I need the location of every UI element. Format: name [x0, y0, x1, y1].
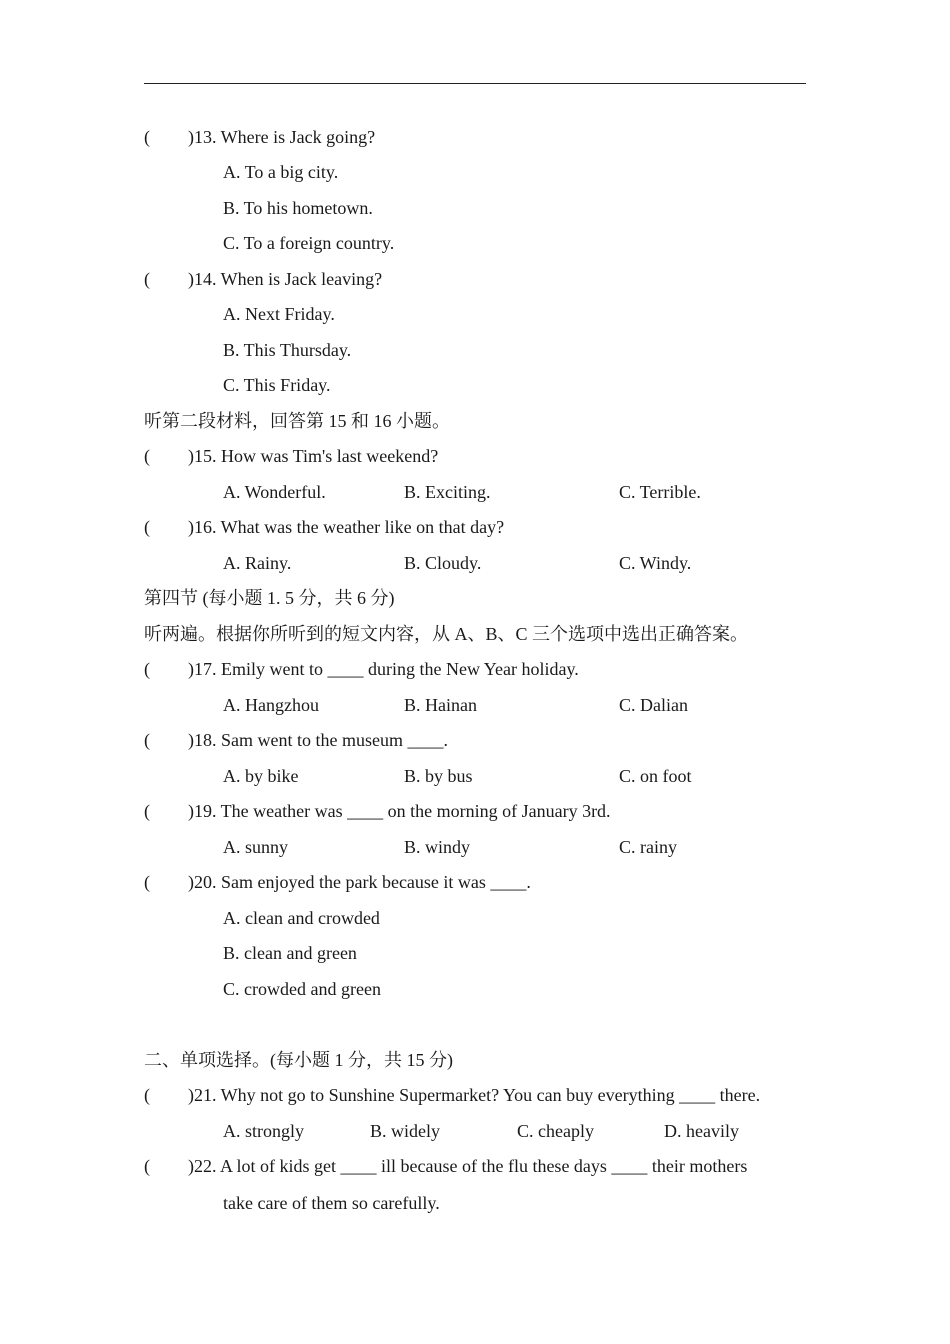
- q16-option-b: B. Cloudy.: [404, 553, 482, 573]
- answer-blank-14[interactable]: (: [144, 269, 150, 289]
- q20-option-c: C. crowded and green: [223, 979, 381, 999]
- answer-blank-22[interactable]: (: [144, 1156, 150, 1176]
- q19-option-b: B. windy: [404, 837, 471, 857]
- q18-option-a: A. by bike: [223, 766, 299, 786]
- question-22-continuation: take care of them so carefully.: [223, 1193, 440, 1213]
- answer-blank-16[interactable]: (: [144, 517, 150, 537]
- q14-option-a: A. Next Friday.: [223, 304, 335, 324]
- q18-option-b: B. by bus: [404, 766, 473, 786]
- q21-option-a: A. strongly: [223, 1121, 304, 1141]
- q16-option-c: C. Windy.: [619, 553, 692, 573]
- q16-option-a: A. Rainy.: [223, 553, 292, 573]
- q19-option-c: C. rainy: [619, 837, 677, 857]
- q17-option-a: A. Hangzhou: [223, 695, 319, 715]
- q17-option-b: B. Hainan: [404, 695, 477, 715]
- question-17-text: )17. Emily went to ____ during the New Year holiday.: [188, 659, 579, 679]
- question-15-text: )15. How was Tim's last weekend?: [188, 446, 439, 466]
- q20-option-a: A. clean and crowded: [223, 908, 380, 928]
- q13-option-c: C. To a foreign country.: [223, 233, 395, 253]
- q19-option-a: A. sunny: [223, 837, 289, 857]
- q21-option-d: D. heavily: [664, 1121, 739, 1141]
- question-22-text: )22. A lot of kids get ____ ill because of the flu these days ____ their mothers: [188, 1156, 748, 1176]
- q14-option-b: B. This Thursday.: [223, 340, 352, 360]
- answer-blank-17[interactable]: (: [144, 659, 150, 679]
- answer-blank-15[interactable]: (: [144, 446, 150, 466]
- question-21-text: )21. Why not go to Sunshine Supermarket? You can buy everything ____ there.: [188, 1085, 761, 1105]
- section2-instruction: 听第二段材料，回答第 15 和 16 小题。: [144, 411, 450, 431]
- question-19-text: )19. The weather was ____ on the morning of January 3rd.: [188, 801, 611, 821]
- q20-option-b: B. clean and green: [223, 943, 357, 963]
- q21-option-b: B. widely: [370, 1121, 440, 1141]
- q13-option-a: A. To a big city.: [223, 162, 339, 182]
- part2-title: 二、单项选择。(每小题 1 分，共 15 分): [144, 1050, 453, 1070]
- question-20-text: )20. Sam enjoyed the park because it was ____.: [188, 872, 531, 892]
- answer-blank-13[interactable]: (: [144, 127, 150, 147]
- header-rule: [144, 83, 806, 84]
- answer-blank-19[interactable]: (: [144, 801, 150, 821]
- q15-option-b: B. Exciting.: [404, 482, 491, 502]
- answer-blank-21[interactable]: (: [144, 1085, 150, 1105]
- question-16-text: )16. What was the weather like on that day?: [188, 517, 505, 537]
- answer-blank-20[interactable]: (: [144, 872, 150, 892]
- q21-option-c: C. cheaply: [517, 1121, 594, 1141]
- q15-option-a: A. Wonderful.: [223, 482, 326, 502]
- q17-option-c: C. Dalian: [619, 695, 688, 715]
- q13-option-b: B. To his hometown.: [223, 198, 373, 218]
- q15-option-c: C. Terrible.: [619, 482, 701, 502]
- part4-title: 第四节 (每小题 1. 5 分，共 6 分): [144, 588, 395, 608]
- q18-option-c: C. on foot: [619, 766, 692, 786]
- question-14-text: )14. When is Jack leaving?: [188, 269, 383, 289]
- answer-blank-18[interactable]: (: [144, 730, 150, 750]
- part4-instruction: 听两遍。根据你所听到的短文内容，从 A、B、C 三个选项中选出正确答案。: [144, 624, 749, 644]
- question-18-text: )18. Sam went to the museum ____.: [188, 730, 448, 750]
- q14-option-c: C. This Friday.: [223, 375, 331, 395]
- question-13-text: )13. Where is Jack going?: [188, 127, 376, 147]
